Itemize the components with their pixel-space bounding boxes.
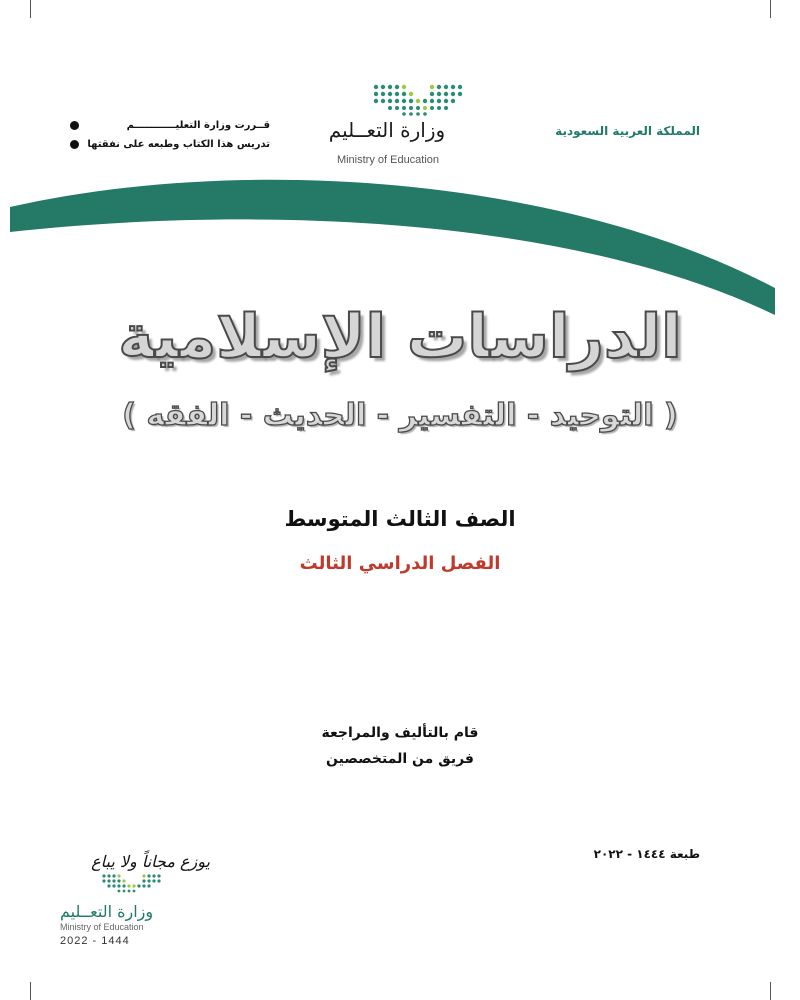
crop-mark bbox=[770, 982, 771, 1000]
approval-line-2: تدريس هذا الكتاب وطبعه على نفقتها bbox=[87, 139, 270, 150]
footer-ministry-name-en: Ministry of Education bbox=[60, 922, 144, 932]
footer-years: 2022 - 1444 bbox=[60, 935, 130, 947]
decorative-arc bbox=[0, 0, 800, 330]
edition-label: طبعة ١٤٤٤ - ٢٠٢٢ bbox=[593, 847, 700, 861]
footer-ministry-name-ar: وزارة التعــليم bbox=[60, 902, 154, 921]
approval-line-1: قــررت وزارة التعليــــــــــــم bbox=[126, 120, 270, 131]
authors-line-1: قام بالتأليف والمراجعة bbox=[321, 725, 479, 741]
grade-label: الصف الثالث المتوسط bbox=[284, 507, 516, 531]
authors-line-2: فريق من المتخصصين bbox=[326, 751, 474, 767]
ministry-dots-icon bbox=[100, 872, 164, 896]
ministry-name-en: Ministry of Education bbox=[336, 154, 440, 166]
kingdom-label: المملكة العربية السعودية bbox=[555, 124, 700, 138]
book-title: الدراسات الإسلامية bbox=[118, 302, 682, 372]
footer-ministry-logo bbox=[60, 902, 180, 947]
crop-mark bbox=[30, 982, 31, 1000]
authors-credit bbox=[0, 720, 800, 772]
book-subtitle: ( التوحيد - التفسير - الحديث - الفقه ) bbox=[122, 398, 678, 433]
free-distribution-note: يوزع مجاناً ولا يباع bbox=[91, 852, 210, 871]
semester-label: الفصل الدراسي الثالث bbox=[299, 553, 501, 574]
ministry-name-ar: وزارة التعــليم bbox=[328, 118, 446, 142]
